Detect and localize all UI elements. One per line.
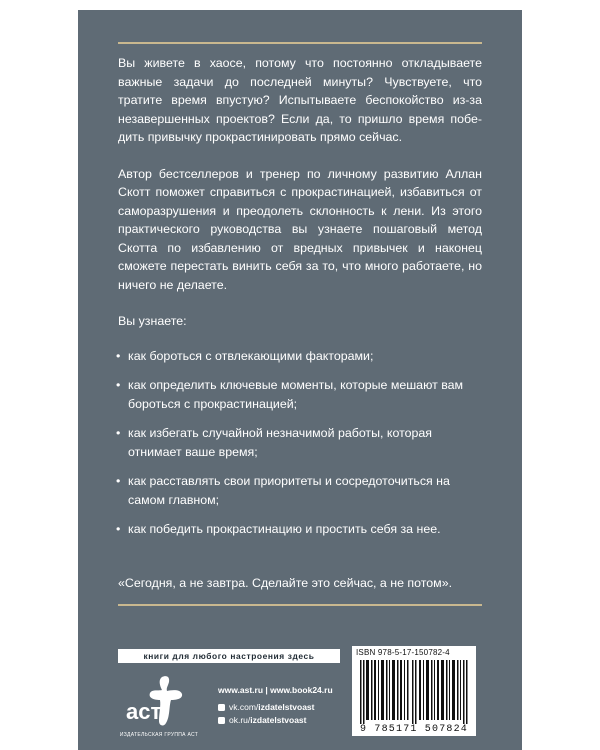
publisher-logo (122, 673, 192, 731)
paragraph-2: Автор бестселлеров и тренер по личному развитию Аллан Скотт поможет справиться с прокрастинацией, избавиться от саморазрушения и преодолеть склонность к лени. Из этого практического руководства вы узнаете пошаговый метод Скотта по избавлению от вредных привычек и наконец сможете перестать винить себя за то, что много работаете, но ничего не делаете. (118, 166, 482, 292)
websites-text[interactable]: www.ast.ru | www.book24.ru (218, 685, 333, 695)
ast-logo-icon (122, 673, 192, 731)
back-cover (78, 10, 522, 750)
vk-icon (218, 704, 225, 711)
list-item: • как определить ключевые моменты, которые мешают вам бороться с прокрастинацией; (118, 376, 482, 413)
blurb (118, 54, 482, 550)
websites-row (218, 684, 333, 697)
ok-prefix: ok.ru/ (229, 715, 251, 725)
svg-text:аст: аст (126, 699, 162, 724)
ok-icon (218, 717, 225, 724)
vk-row[interactable] (218, 701, 333, 714)
vk-prefix: vk.com/ (229, 702, 259, 712)
barcode-icon (360, 660, 468, 724)
bottom-divider (118, 604, 482, 606)
list-intro: Вы узнаете: (118, 314, 187, 328)
top-divider (118, 42, 482, 44)
list-item: • как победить прокрастинацию и простить себя за нее. (118, 520, 482, 539)
ok-handle: izdatelstvoast (250, 715, 307, 725)
closing-quote: «Сегодня, а не завтра. Сделайте это сейчас, а не потом». (118, 576, 453, 590)
publisher-caption: ИЗДАТЕЛЬСКАЯ ГРУППА АСТ (119, 732, 199, 738)
publisher-links (218, 684, 333, 727)
paragraph-1: Вы живете в хаосе, потому что постоянно откладываете важные задачи до последней минуты? Чувствуете, что тратите время впустую? Испытываете беспокойство из-за незавершенных проектов? Если да, то пришло время победить привычку прокрастинировать прямо сейчас. (118, 56, 482, 144)
isbn-barcode (352, 646, 476, 736)
vk-handle: izdatelstvoast (258, 702, 315, 712)
benefits-list (118, 347, 482, 539)
isbn-text: ISBN 978-5-17-150782-4 (356, 648, 450, 657)
list-item: • как расставлять свои приоритеты и сосредоточиться на самом главном; (118, 472, 482, 509)
list-item: • как избегать случайной незначимой работы, которая отнимает ваше время; (118, 424, 482, 461)
ok-row[interactable] (218, 714, 333, 727)
ean-number: 9 785171 507824 (359, 724, 468, 735)
list-item: • как бороться с отвлекающими факторами; (118, 347, 482, 366)
tagline-banner: книги для любого настроения здесь (118, 649, 340, 663)
